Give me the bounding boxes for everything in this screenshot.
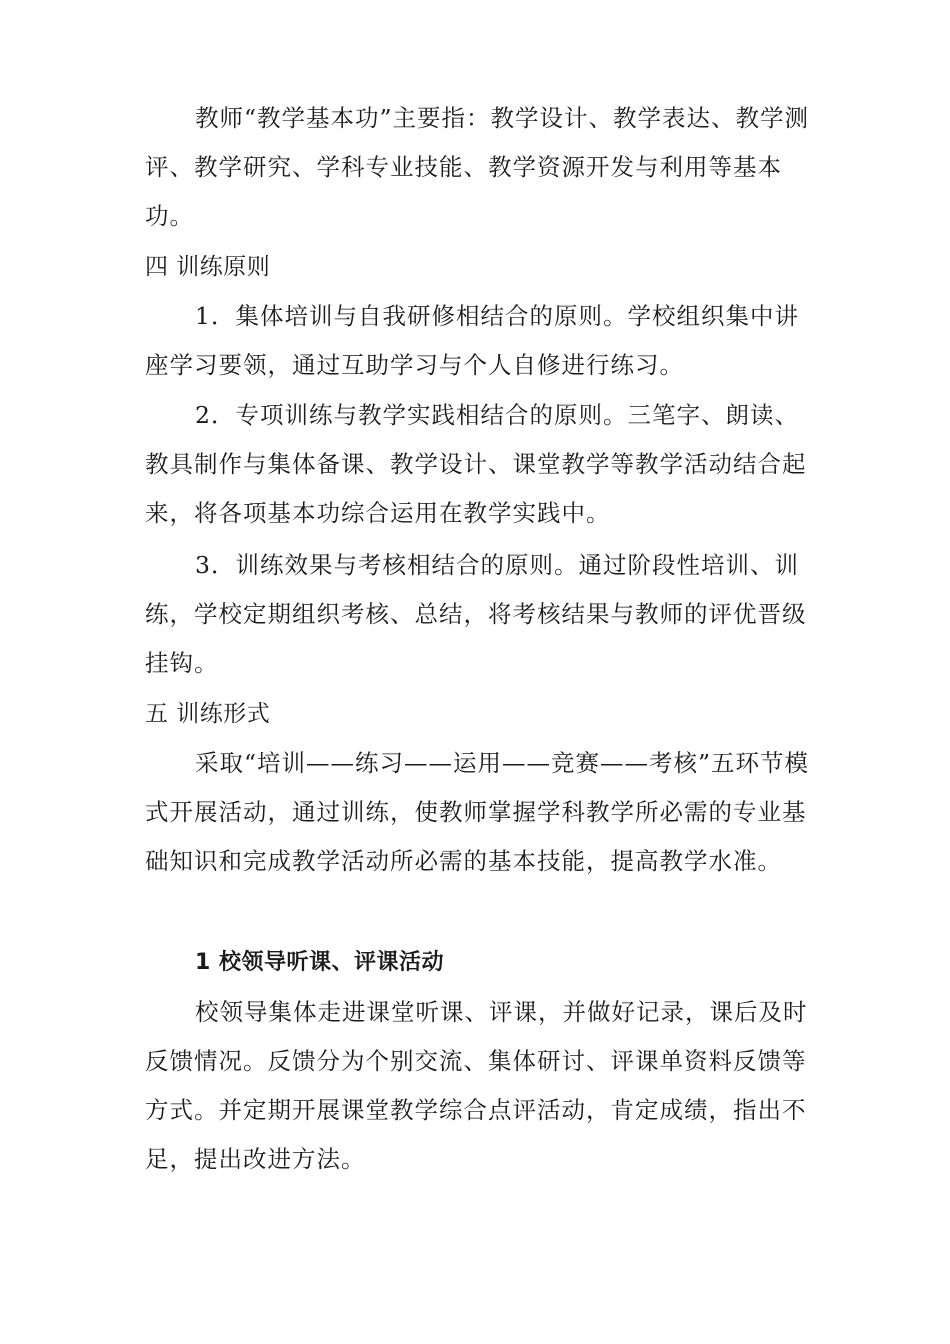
- section-4-heading: 四 训练原则: [145, 254, 271, 280]
- intro-paragraph: 教师“教学基本功”主要指：教学设计、教学表达、教学测评、教学研究、学科专业技能、教学资源开发与利用等基本功。: [145, 104, 810, 230]
- section-5-heading: 五 训练形式: [145, 701, 271, 727]
- training-form-paragraph: 采取“培训——练习——运用——竞赛——考核”五环节模式开展活动，通过训练，使教师掌握学科教学所必需的专业基础知识和完成教学活动所必需的基本技能，提高教学水准。: [145, 749, 810, 875]
- principle-item-3: 3．训练效果与考核相结合的原则。通过阶段性培训、训练，学校定期组织考核、总结，将考核结果与教师的评优晋级挂钩。: [145, 551, 807, 677]
- subsection-1-heading: 1 校领导听课、评课活动: [195, 950, 444, 975]
- subsection-1-paragraph: 校领导集体走进课堂听课、评课，并做好记录，课后及时反馈情况。反馈分为个别交流、集体研讨、评课单资料反馈等方式。并定期开展课堂教学综合点评活动，肯定成绩，指出不足，提出改进方法。: [145, 998, 808, 1173]
- principle-item-1: 1．集体培训与自我研修相结合的原则。学校组织集中讲座学习要领，通过互助学习与个人自修进行练习。: [145, 302, 799, 379]
- principle-item-2: 2．专项训练与教学实践相结合的原则。三笔字、朗读、教具制作与集体备课、教学设计、课堂教学等教学活动结合起来，将各项基本功综合运用在教学实践中。: [145, 401, 807, 527]
